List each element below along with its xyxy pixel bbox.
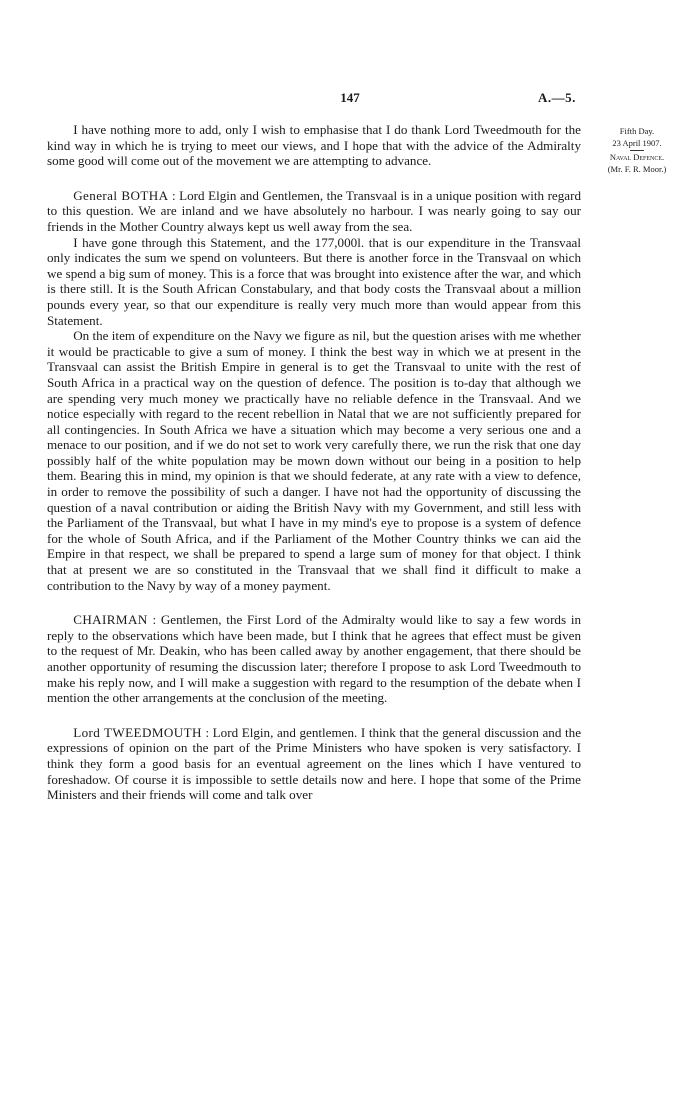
paragraph [47, 188, 581, 235]
speaker-name: Lord TWEEDMOUTH [73, 724, 202, 740]
page-number: 147 [340, 90, 360, 105]
paragraph [47, 235, 581, 329]
margin-note-speaker: (Mr. F. R. Moor.) [607, 164, 667, 174]
paragraph-text: : Lord Elgin and Gentlemen, the Transvaal is in a unique position with regard to this question. We are inland and we have absolutely no harbour. I was nearly going to say our friends in the Mother Country always kept us well away from the sea. [47, 187, 582, 234]
paragraph [47, 328, 581, 593]
body-text [47, 122, 581, 803]
margin-note-date: 23 April 1907. [612, 138, 662, 148]
paragraph [47, 725, 581, 803]
speaker-name: CHAIRMAN [73, 612, 148, 628]
paragraph-text: I have gone through this Statement, and the 177,000l. that is our expenditure in the Transvaal only indicates the sum we spend on volunteers. But there is another force in the Transvaal on which we spend a big sum of money. This is a force that was brought into existence after the war, and which is there still. It is the South African Constabulary, and that body costs the Transvaal about a million pounds every year, so that our expenditure is really very much more than would appear from this Statement. [47, 234, 581, 328]
paragraph-text: I have nothing more to add, only I wish to emphasise that I do thank Lord Tweedmouth for the kind way in which he is trying to meet our views, and I hope that with the advice of the Admiralty some good will come out of the movement we are attempting to advance. [47, 122, 581, 169]
paragraph-text: : Gentlemen, the First Lord of the Admiralty would like to say a few words in reply to the observations which have been made, but I think that he agrees that effect must be given to the request of Mr. Deakin, who has been called away by another engagement, that there should be another opportunity of resuming the discussion later; therefore I propose to ask Lord Tweedmouth to make his reply now, and I will make a suggestion with regard to the resumption of the debate when I mention the other arrangements at the conclusion of the meeting. [47, 612, 581, 706]
document-reference: A.—5. [538, 90, 576, 105]
speaker-name: General BOTHA [73, 187, 169, 203]
margin-note-topic: Naval Defence. [609, 152, 665, 162]
paragraph-text: : Lord Elgin, and gentlemen. I think that the general discussion and the expressions of opinion on the part of the Prime Ministers who have spoken is very satisfactory. I think they form a good basis for an eventual agreement on the lines which I have ventured to foreshadow. Of course it is impossible to settle details now and here. I hope that some of the Prime Ministers and their friends will come and talk over [47, 724, 581, 803]
paragraph [47, 122, 581, 169]
margin-note [592, 125, 682, 175]
paragraph-text: On the item of expenditure on the Navy we figure as nil, but the question arises with me whether it would be practicable to give a sum of money. I think the best way in which we at present in the Transvaal can assist the British Empire in general is to get the Transvaal to unite with the rest of South Africa in a practical way on the question of defence. The position is to-day that although we are spending very much money we practically have no reliable defence in the Transvaal. And we notice especially with regard to the recent rebellion in Natal that we are not sufficiently prepared for all contingencies. In South Africa we have a situation which may become a very serious one and a menace to our position, and if we do not set to work very carefully there, we run the risk that one day possibly half of the white population may be mown down without our being in a position to help them. Bearing this in mind, my opinion is that we should federate, at any rate with a view to defence, in order to remove the possibility of such a danger. I have not had the opportunity of discussing the question of a naval contribution or aiding the British Navy with my Government, and still less with the Parliament of the Transvaal, but what I have in my mind's eye to propose is a system of defence for the whole of South Africa, and if the Parliament of the Mother Country thinks we can aid the Empire in that respect, we shall be prepared to spend a large sum of money for that object. I think that at present we are so constituted in the Transvaal that we shall find it difficult to make a contribution to the Navy by way of a money payment. [47, 328, 581, 593]
margin-note-day: Fifth Day. [619, 126, 655, 136]
paragraph [47, 612, 581, 706]
